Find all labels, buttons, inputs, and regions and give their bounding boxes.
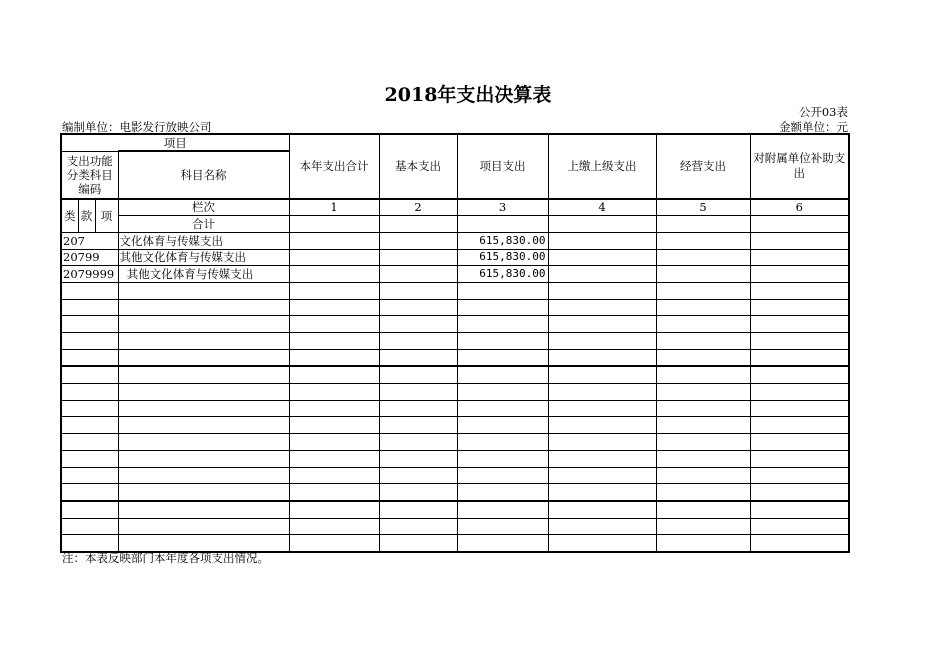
row-subject-name xyxy=(118,518,289,535)
row-value-col-4 xyxy=(548,232,656,249)
row-value-col-3 xyxy=(457,299,548,316)
row-value-col-3 xyxy=(457,434,548,451)
row-code xyxy=(61,434,118,451)
expenditure-table xyxy=(60,133,850,553)
col-num-6: 6 xyxy=(750,199,849,216)
row-code: 207 xyxy=(61,232,118,249)
table-row xyxy=(61,384,849,401)
row-value-col-2 xyxy=(379,316,457,333)
header-col-subsidy: 对附属单位补助支出 xyxy=(750,134,849,199)
row-value-col-2 xyxy=(379,366,457,383)
col-num-5: 5 xyxy=(656,199,750,216)
row-value-col-5 xyxy=(656,316,750,333)
row-value-col-6 xyxy=(750,434,849,451)
row-subject-name xyxy=(118,467,289,484)
row-value-col-5 xyxy=(656,349,750,366)
row-value-col-2 xyxy=(379,232,457,249)
row-value-col-4 xyxy=(548,467,656,484)
row-subject-name xyxy=(118,417,289,434)
row-value-col-5 xyxy=(656,384,750,401)
header-subject-name: 科目名称 xyxy=(118,151,289,199)
header-row-lanci xyxy=(61,199,849,216)
row-subject-name xyxy=(118,316,289,333)
row-value-col-2 xyxy=(379,501,457,518)
row-value-col-5 xyxy=(656,282,750,299)
row-value-col-3 xyxy=(457,384,548,401)
row-value-col-4 xyxy=(548,299,656,316)
row-value-col-6 xyxy=(750,232,849,249)
header-kuan: 款 xyxy=(78,199,95,233)
row-code xyxy=(61,417,118,434)
row-subject-name xyxy=(118,299,289,316)
row-value-col-4 xyxy=(548,518,656,535)
row-value-col-2 xyxy=(379,484,457,501)
table-row xyxy=(61,400,849,417)
row-code xyxy=(61,467,118,484)
row-value-col-6 xyxy=(750,266,849,283)
row-value-col-1 xyxy=(289,349,379,366)
row-value-col-4 xyxy=(548,349,656,366)
row-code xyxy=(61,299,118,316)
row-code xyxy=(61,316,118,333)
row-value-col-1 xyxy=(289,535,379,552)
header-lanci: 栏次 xyxy=(118,199,289,216)
row-value-col-6 xyxy=(750,518,849,535)
col-num-1: 1 xyxy=(289,199,379,216)
row-code xyxy=(61,450,118,467)
row-value-col-6 xyxy=(750,349,849,366)
row-subject-name xyxy=(118,434,289,451)
row-subject-name xyxy=(118,282,289,299)
row-value-col-4 xyxy=(548,484,656,501)
table-row xyxy=(61,333,849,350)
row-code xyxy=(61,518,118,535)
row-value-col-6 xyxy=(750,333,849,350)
row-value-col-6 xyxy=(750,316,849,333)
table-row xyxy=(61,282,849,299)
table-cell xyxy=(656,216,750,233)
row-value-col-2 xyxy=(379,417,457,434)
table-row xyxy=(61,434,849,451)
row-code xyxy=(61,501,118,518)
row-value-col-6 xyxy=(750,249,849,266)
table-row xyxy=(61,232,849,249)
row-value-col-6 xyxy=(750,535,849,552)
row-value-col-1 xyxy=(289,299,379,316)
row-subject-name xyxy=(118,333,289,350)
table-cell xyxy=(457,216,548,233)
table-row xyxy=(61,417,849,434)
amount-unit: 金额单位：元 xyxy=(779,120,848,134)
row-code xyxy=(61,384,118,401)
row-value-col-3 xyxy=(457,417,548,434)
row-subject-name xyxy=(118,400,289,417)
row-subject-name xyxy=(118,501,289,518)
row-code xyxy=(61,366,118,383)
row-value-col-6 xyxy=(750,501,849,518)
row-value-col-5 xyxy=(656,535,750,552)
compiling-unit: 编制单位：电影发行放映公司 xyxy=(62,120,212,134)
table-row xyxy=(61,484,849,501)
row-value-col-1 xyxy=(289,384,379,401)
table-note: 注：本表反映部门本年度各项支出情况。 xyxy=(62,551,269,565)
row-value-col-2 xyxy=(379,434,457,451)
row-value-col-3 xyxy=(457,518,548,535)
table-row xyxy=(61,349,849,366)
row-value-col-1 xyxy=(289,417,379,434)
row-code xyxy=(61,349,118,366)
row-value-col-1 xyxy=(289,450,379,467)
table-row xyxy=(61,249,849,266)
row-value-col-3 xyxy=(457,535,548,552)
row-value-col-3: 615,830.00 xyxy=(457,232,548,249)
row-value-col-1 xyxy=(289,282,379,299)
row-value-col-5 xyxy=(656,434,750,451)
row-code xyxy=(61,282,118,299)
row-value-col-4 xyxy=(548,333,656,350)
row-value-col-6 xyxy=(750,417,849,434)
row-value-col-4 xyxy=(548,501,656,518)
row-value-col-6 xyxy=(750,467,849,484)
row-value-col-5 xyxy=(656,417,750,434)
row-value-col-6 xyxy=(750,484,849,501)
row-value-col-1 xyxy=(289,501,379,518)
total-row xyxy=(61,216,849,233)
row-value-col-5 xyxy=(656,249,750,266)
row-value-col-6 xyxy=(750,384,849,401)
row-code: 20799 xyxy=(61,249,118,266)
row-value-col-5 xyxy=(656,501,750,518)
row-value-col-2 xyxy=(379,384,457,401)
row-value-col-6 xyxy=(750,299,849,316)
row-value-col-4 xyxy=(548,417,656,434)
header-func-code: 支出功能分类科目编码 xyxy=(61,151,118,199)
row-value-col-5 xyxy=(656,450,750,467)
row-value-col-4 xyxy=(548,400,656,417)
table-row xyxy=(61,467,849,484)
table-row xyxy=(61,366,849,383)
row-value-col-6 xyxy=(750,282,849,299)
row-value-col-3 xyxy=(457,366,548,383)
row-value-col-1 xyxy=(289,434,379,451)
col-num-3: 3 xyxy=(457,199,548,216)
row-value-col-2 xyxy=(379,518,457,535)
row-value-col-1 xyxy=(289,467,379,484)
row-value-col-3: 615,830.00 xyxy=(457,249,548,266)
header-col-project: 项目支出 xyxy=(457,134,548,199)
header-xiang: 项 xyxy=(95,199,118,233)
row-subject-name xyxy=(118,484,289,501)
row-value-col-1 xyxy=(289,484,379,501)
form-number: 公开03表 xyxy=(798,105,848,119)
table-row xyxy=(61,518,849,535)
row-code: 2079999 xyxy=(61,266,118,283)
row-value-col-4 xyxy=(548,384,656,401)
row-value-col-5 xyxy=(656,484,750,501)
page-title: 2018年支出决算表 xyxy=(384,84,552,106)
table-cell xyxy=(289,216,379,233)
row-value-col-2 xyxy=(379,282,457,299)
row-value-col-4 xyxy=(548,249,656,266)
row-subject-name: 文化体育与传媒支出 xyxy=(118,232,289,249)
row-value-col-1 xyxy=(289,249,379,266)
header-col-total: 本年支出合计 xyxy=(289,134,379,199)
row-value-col-2 xyxy=(379,299,457,316)
col-num-4: 4 xyxy=(548,199,656,216)
row-value-col-4 xyxy=(548,266,656,283)
header-col-operating: 经营支出 xyxy=(656,134,750,199)
row-value-col-1 xyxy=(289,366,379,383)
row-value-col-2 xyxy=(379,450,457,467)
row-value-col-3 xyxy=(457,349,548,366)
col-num-2: 2 xyxy=(379,199,457,216)
row-value-col-1 xyxy=(289,316,379,333)
row-value-col-5 xyxy=(656,266,750,283)
row-value-col-5 xyxy=(656,333,750,350)
row-value-col-1 xyxy=(289,333,379,350)
row-value-col-1 xyxy=(289,266,379,283)
row-value-col-2 xyxy=(379,467,457,484)
row-value-col-4 xyxy=(548,366,656,383)
table-row xyxy=(61,501,849,518)
row-value-col-3 xyxy=(457,501,548,518)
row-value-col-3 xyxy=(457,450,548,467)
row-value-col-5 xyxy=(656,518,750,535)
row-value-col-3 xyxy=(457,282,548,299)
row-subject-name xyxy=(118,349,289,366)
row-value-col-4 xyxy=(548,316,656,333)
row-value-col-5 xyxy=(656,400,750,417)
row-value-col-3 xyxy=(457,484,548,501)
row-subject-name xyxy=(118,450,289,467)
row-value-col-2 xyxy=(379,249,457,266)
table-row xyxy=(61,316,849,333)
table-cell xyxy=(750,216,849,233)
row-subject-name: 其他文化体育与传媒支出 xyxy=(118,266,289,283)
row-value-col-4 xyxy=(548,434,656,451)
header-lei: 类 xyxy=(61,199,78,233)
row-code xyxy=(61,484,118,501)
row-value-col-1 xyxy=(289,400,379,417)
row-value-col-4 xyxy=(548,450,656,467)
table-cell xyxy=(548,216,656,233)
row-subject-name xyxy=(118,384,289,401)
header-row-1 xyxy=(61,134,849,151)
row-value-col-5 xyxy=(656,232,750,249)
row-value-col-1 xyxy=(289,232,379,249)
row-subject-name xyxy=(118,366,289,383)
row-code xyxy=(61,400,118,417)
row-value-col-3 xyxy=(457,333,548,350)
row-value-col-1 xyxy=(289,518,379,535)
row-value-col-3 xyxy=(457,316,548,333)
row-value-col-6 xyxy=(750,400,849,417)
row-value-col-4 xyxy=(548,535,656,552)
row-value-col-2 xyxy=(379,333,457,350)
row-value-col-5 xyxy=(656,366,750,383)
header-col-basic: 基本支出 xyxy=(379,134,457,199)
row-value-col-2 xyxy=(379,349,457,366)
table-row xyxy=(61,450,849,467)
row-value-col-2 xyxy=(379,400,457,417)
row-value-col-2 xyxy=(379,535,457,552)
row-code xyxy=(61,333,118,350)
table-row xyxy=(61,266,849,283)
header-item: 项目 xyxy=(61,134,289,151)
header-col-remit: 上缴上级支出 xyxy=(548,134,656,199)
table-cell xyxy=(379,216,457,233)
row-value-col-3: 615,830.00 xyxy=(457,266,548,283)
row-subject-name: 其他文化体育与传媒支出 xyxy=(118,249,289,266)
total-label: 合计 xyxy=(118,216,289,233)
row-value-col-3 xyxy=(457,467,548,484)
row-value-col-5 xyxy=(656,467,750,484)
row-value-col-3 xyxy=(457,400,548,417)
row-value-col-2 xyxy=(379,266,457,283)
table-row xyxy=(61,299,849,316)
row-value-col-4 xyxy=(548,282,656,299)
row-value-col-5 xyxy=(656,299,750,316)
row-value-col-6 xyxy=(750,450,849,467)
row-value-col-6 xyxy=(750,366,849,383)
